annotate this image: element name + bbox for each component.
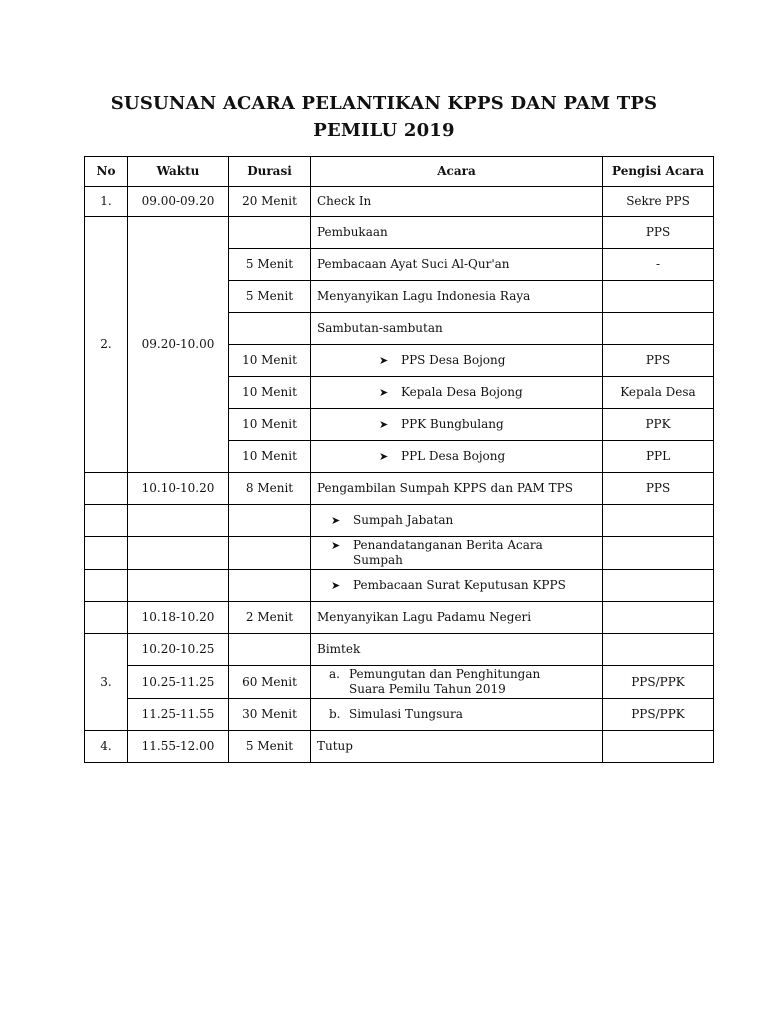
- bullet-text: PPK Bungbulang: [401, 417, 504, 431]
- cell-waktu: 10.25-11.25: [128, 666, 229, 699]
- title-line-2: PEMILU 2019: [313, 120, 455, 141]
- item-text-line-2: Suara Pemilu Tahun 2019: [349, 682, 506, 696]
- table-header-row: [85, 157, 714, 187]
- cell-durasi: 30 Menit: [229, 699, 311, 731]
- cell-waktu: [128, 570, 229, 602]
- table-row: [85, 537, 714, 570]
- header-no: No: [85, 157, 128, 187]
- cell-no: [85, 473, 128, 505]
- table-row: [85, 570, 714, 602]
- item-text: Simulasi Tungsura: [349, 707, 463, 721]
- table-row: [85, 217, 714, 249]
- cell-acara: Bimtek: [311, 634, 603, 666]
- table-row: [85, 505, 714, 537]
- cell-waktu: 11.25-11.55: [128, 699, 229, 731]
- bullet-text: Pembacaan Surat Keputusan KPPS: [353, 578, 566, 592]
- table-row: [85, 473, 714, 505]
- bullet-item: [317, 538, 596, 568]
- cell-acara: [311, 345, 603, 377]
- table-row: [85, 634, 714, 666]
- cell-waktu: [128, 505, 229, 537]
- cell-durasi: [229, 634, 311, 666]
- table-row: [85, 666, 714, 699]
- table-row: [85, 699, 714, 731]
- cell-durasi: 5 Menit: [229, 731, 311, 763]
- cell-no: 4.: [85, 731, 128, 763]
- bullet-text-line-1: Penandatanganan Berita Acara: [353, 538, 543, 552]
- cell-pengisi: PPL: [603, 441, 714, 473]
- cell-durasi: 5 Menit: [229, 281, 311, 313]
- cell-acara: Pengambilan Sumpah KPPS dan PAM TPS: [311, 473, 603, 505]
- cell-acara: Check In: [311, 187, 603, 217]
- bullet-text: Sumpah Jabatan: [353, 513, 454, 527]
- cell-durasi: 8 Menit: [229, 473, 311, 505]
- cell-acara: Tutup: [311, 731, 603, 763]
- bullet-text: PPL Desa Bojong: [401, 449, 506, 463]
- cell-durasi: 5 Menit: [229, 249, 311, 281]
- arrow-bullet-icon: ➤: [379, 450, 389, 463]
- cell-pengisi: Sekre PPS: [603, 187, 714, 217]
- cell-waktu: 10.18-10.20: [128, 602, 229, 634]
- cell-pengisi: PPK: [603, 409, 714, 441]
- bullet-text: [353, 538, 596, 568]
- cell-durasi: [229, 537, 311, 570]
- cell-durasi: [229, 313, 311, 345]
- bullet-item: [317, 385, 596, 400]
- bullet-text: PPS Desa Bojong: [401, 353, 506, 367]
- cell-acara: Pembacaan Ayat Suci Al-Qur'an: [311, 249, 603, 281]
- cell-acara: [311, 699, 603, 731]
- cell-no: 3.: [85, 634, 128, 731]
- cell-pengisi: [603, 281, 714, 313]
- table-row: [85, 731, 714, 763]
- cell-pengisi: [603, 313, 714, 345]
- cell-pengisi: PPS/PPK: [603, 699, 714, 731]
- cell-durasi: [229, 217, 311, 249]
- cell-durasi: [229, 570, 311, 602]
- cell-no: [85, 537, 128, 570]
- bullet-text: Kepala Desa Bojong: [401, 385, 523, 399]
- cell-pengisi: PPS: [603, 217, 714, 249]
- bullet-item: [317, 578, 596, 593]
- cell-no: [85, 570, 128, 602]
- cell-no: [85, 505, 128, 537]
- cell-acara: [311, 666, 603, 699]
- cell-durasi: 10 Menit: [229, 345, 311, 377]
- cell-pengisi: [603, 602, 714, 634]
- header-durasi: Durasi: [229, 157, 311, 187]
- cell-acara: [311, 409, 603, 441]
- arrow-bullet-icon: ➤: [379, 354, 389, 367]
- cell-waktu: 10.20-10.25: [128, 634, 229, 666]
- cell-no: 1.: [85, 187, 128, 217]
- cell-acara: [311, 537, 603, 570]
- cell-pengisi: Kepala Desa: [603, 377, 714, 409]
- cell-durasi: 2 Menit: [229, 602, 311, 634]
- arrow-bullet-icon: ➤: [379, 418, 389, 431]
- item-text: [349, 667, 596, 697]
- cell-waktu: [128, 537, 229, 570]
- document-title: [0, 90, 768, 144]
- cell-acara: Pembukaan: [311, 217, 603, 249]
- bullet-item: [317, 417, 596, 432]
- cell-pengisi: PPS: [603, 473, 714, 505]
- cell-no: [85, 602, 128, 634]
- cell-acara: [311, 505, 603, 537]
- cell-pengisi: [603, 570, 714, 602]
- header-acara: Acara: [311, 157, 603, 187]
- cell-acara: [311, 377, 603, 409]
- cell-durasi: 10 Menit: [229, 409, 311, 441]
- cell-durasi: 10 Menit: [229, 441, 311, 473]
- numbered-item: [317, 707, 596, 722]
- cell-waktu: 09.00-09.20: [128, 187, 229, 217]
- cell-acara: Menyanyikan Lagu Padamu Negeri: [311, 602, 603, 634]
- cell-durasi: 10 Menit: [229, 377, 311, 409]
- bullet-text-line-2: Sumpah: [353, 553, 403, 567]
- schedule-table: [84, 156, 714, 763]
- bullet-item: [317, 353, 596, 368]
- bullet-item: [317, 513, 596, 528]
- arrow-bullet-icon: ➤: [331, 514, 341, 527]
- cell-acara: [311, 441, 603, 473]
- cell-pengisi: [603, 731, 714, 763]
- cell-pengisi: PPS: [603, 345, 714, 377]
- numbered-item: [317, 667, 596, 697]
- cell-durasi: [229, 505, 311, 537]
- arrow-bullet-icon: ➤: [331, 579, 341, 592]
- arrow-bullet-icon: ➤: [331, 539, 341, 552]
- cell-waktu: 10.10-10.20: [128, 473, 229, 505]
- title-line-1: SUSUNAN ACARA PELANTIKAN KPPS DAN PAM TPS: [110, 93, 658, 114]
- header-pengisi-acara: Pengisi Acara: [603, 157, 714, 187]
- bullet-item: [317, 449, 596, 464]
- cell-durasi: 60 Menit: [229, 666, 311, 699]
- cell-pengisi: -: [603, 249, 714, 281]
- cell-pengisi: [603, 537, 714, 570]
- header-waktu: Waktu: [128, 157, 229, 187]
- cell-acara: [311, 570, 603, 602]
- table-row: [85, 602, 714, 634]
- item-letter: b.: [329, 707, 341, 721]
- item-text-line-1: Pemungutan dan Penghitungan: [349, 667, 541, 681]
- cell-durasi: 20 Menit: [229, 187, 311, 217]
- cell-pengisi: PPS/PPK: [603, 666, 714, 699]
- cell-pengisi: [603, 634, 714, 666]
- table-row: [85, 187, 714, 217]
- cell-acara: Menyanyikan Lagu Indonesia Raya: [311, 281, 603, 313]
- cell-waktu: 09.20-10.00: [128, 217, 229, 473]
- arrow-bullet-icon: ➤: [379, 386, 389, 399]
- cell-acara: Sambutan-sambutan: [311, 313, 603, 345]
- cell-pengisi: [603, 505, 714, 537]
- cell-waktu: 11.55-12.00: [128, 731, 229, 763]
- cell-no: 2.: [85, 217, 128, 473]
- item-letter: a.: [329, 667, 340, 681]
